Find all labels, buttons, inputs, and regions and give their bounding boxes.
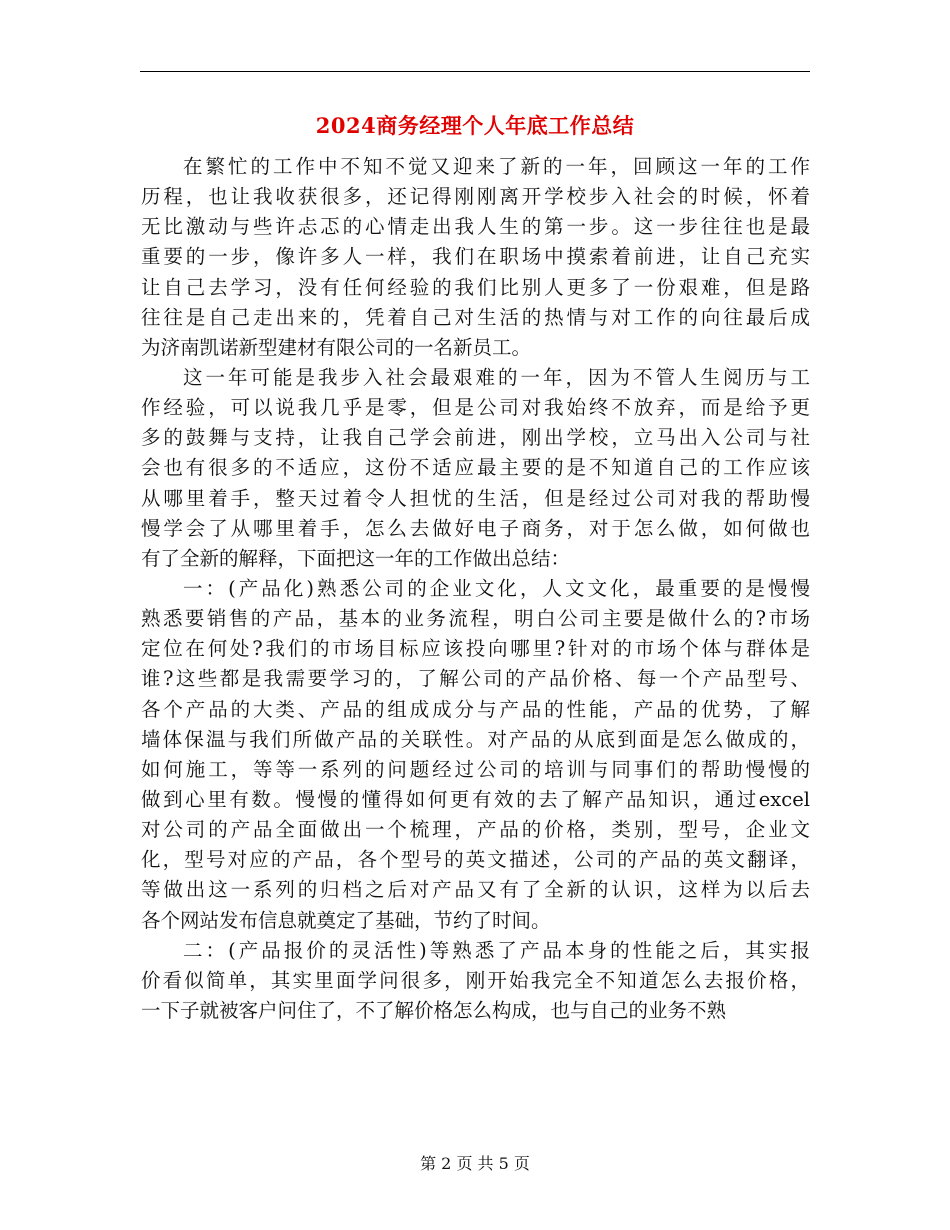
paragraph-line: 慢学会了从哪里着手，怎么去做好电子商务，对于怎么做，如何做也 [141,516,810,540]
paragraph-line: 这一年可能是我步入社会最艰难的一年，因为不管人生阅历与工 [183,365,810,389]
paragraph-line: 墙体保温与我们所做产品的关联性。对产品的从底到面是怎么做成的， [141,727,810,751]
paragraph-line: 定位在何处?我们的市场目标应该投向哪里?针对的市场个体与群体是 [141,637,810,661]
document-title: 2024商务经理个人年底工作总结 [315,113,635,138]
paragraph-line: 等做出这一系列的归档之后对产品又有了全新的认识，这样为以后去 [141,878,810,902]
paragraph [141,363,810,574]
paragraph-line: 为济南凯诺新型建材有限公司的一名新员工。 [141,335,532,359]
paragraph [141,936,810,1026]
paragraph-line: 往往是自己走出来的，凭着自己对生活的热情与对工作的向往最后成 [141,305,810,329]
paragraph-line: 一：(产品化)熟悉公司的企业文化，人文文化，最重要的是慢慢 [183,576,810,600]
paragraph-line: 一下子就被客户问住了，不了解价格怎么构成，也与自己的业务不熟 [141,998,727,1022]
document-body [141,152,810,1026]
paragraph-line: 各个网站发布信息就奠定了基础，节约了时间。 [141,908,551,932]
paragraph-line: 历程，也让我收获很多，还记得刚刚离开学校步入社会的时候，怀着 [141,185,810,209]
paragraph-line: 会也有很多的不适应，这份不适应最主要的是不知道自己的工作应该 [141,456,810,480]
paragraph-line: 各个产品的大类、产品的组成成分与产品的性能，产品的优势，了解 [141,697,810,721]
paragraph-line: 多的鼓舞与支持，让我自己学会前进，刚出学校，立马出入公司与社 [141,426,810,450]
paragraph-line: 价看似简单，其实里面学问很多，刚开始我完全不知道怎么去报价格， [141,968,810,992]
paragraph-line: 谁?这些都是我需要学习的，了解公司的产品价格、每一个产品型号、 [141,667,810,691]
paragraph [141,574,810,936]
paragraph-line: 重要的一步，像许多人一样，我们在职场中摸索着前进，让自己充实 [141,245,810,269]
paragraph-line: 化，型号对应的产品，各个型号的英文描述，公司的产品的英文翻译， [141,848,810,872]
header-rule [140,71,810,72]
paragraph-line: 熟悉要销售的产品，基本的业务流程，明白公司主要是做什么的?市场 [141,607,810,631]
paragraph-line: 无比激动与些许忐忑的心情走出我人生的第一步。这一步往往也是最 [141,215,810,239]
paragraph-line: 作经验，可以说我几乎是零，但是公司对我始终不放弃，而是给予更 [141,396,810,420]
paragraph-line: 二：(产品报价的灵活性)等熟悉了产品本身的性能之后，其实报 [183,938,810,962]
page-footer: 第 2 页 共 5 页 [420,1154,530,1173]
paragraph-line: 在繁忙的工作中不知不觉又迎来了新的一年，回顾这一年的工作 [183,155,810,178]
paragraph [141,152,810,363]
paragraph-line: 做到心里有数。慢慢的懂得如何更有效的去了解产品知识，通过excel [141,787,810,811]
paragraph-line: 对公司的产品全面做出一个梳理，产品的价格，类别，型号，企业文 [141,818,810,842]
paragraph-line: 如何施工，等等一系列的问题经过公司的培训与同事们的帮助慢慢的 [141,757,810,781]
paragraph-line: 从哪里着手，整天过着令人担忧的生活，但是经过公司对我的帮助慢 [141,486,810,510]
paragraph-line: 有了全新的解释，下面把这一年的工作做出总结： [141,546,571,570]
paragraph-line: 让自己去学习，没有任何经验的我们比别人更多了一份艰难，但是路 [141,275,810,299]
